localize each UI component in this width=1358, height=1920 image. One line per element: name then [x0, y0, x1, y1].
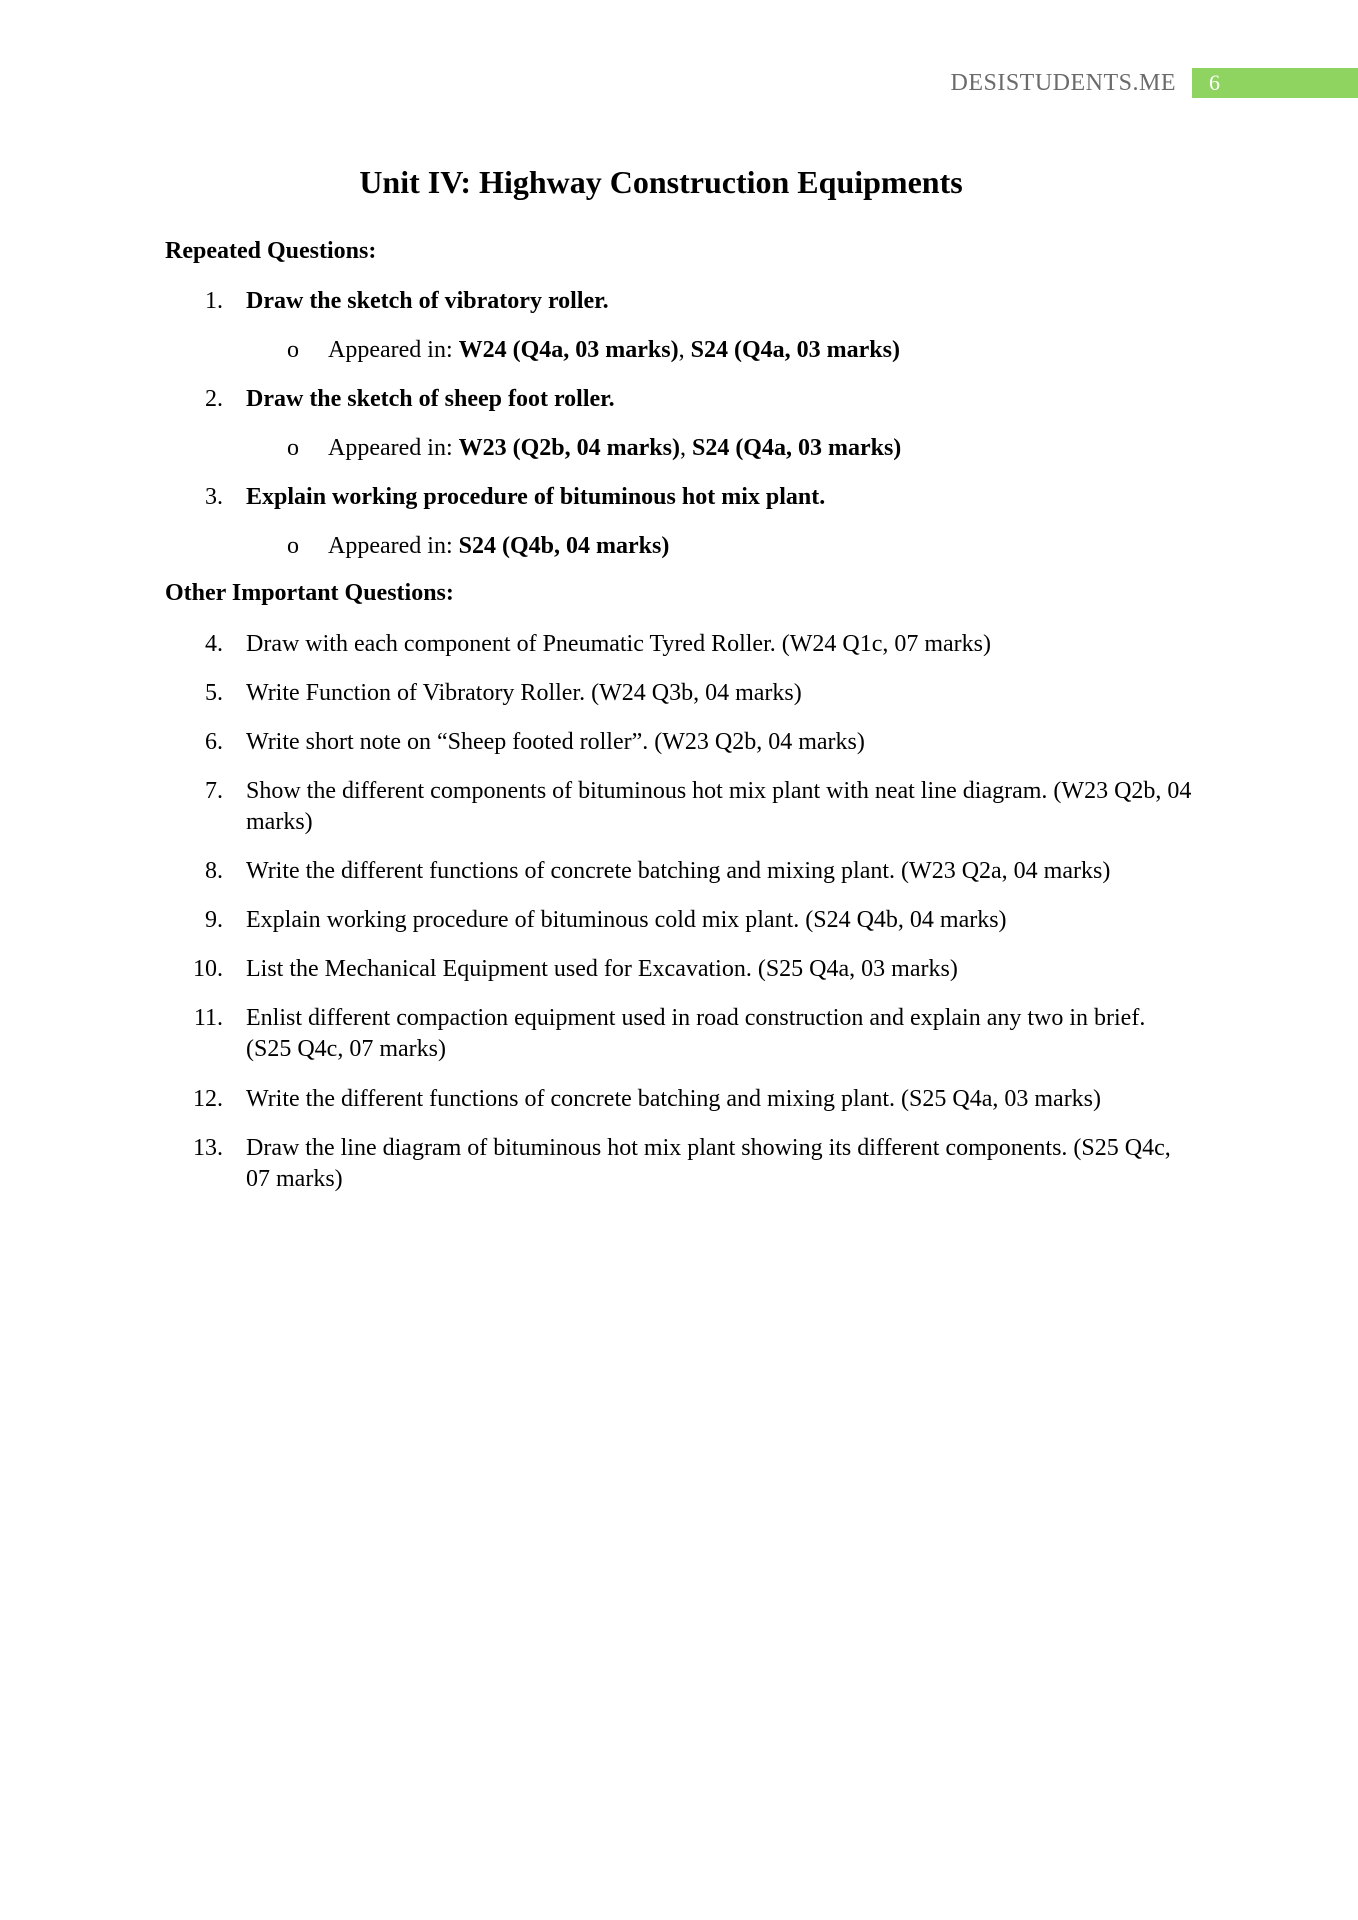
question-text: List the Mechanical Equipment used for Excavation. (S25 Q4a, 03 marks)	[246, 956, 958, 982]
question-text: Write the different functions of concrete batching and mixing plant. (S25 Q4a, 03 marks)	[246, 1086, 1102, 1112]
question-text: Explain working procedure of bituminous cold mix plant. (S24 Q4b, 04 marks)	[246, 907, 1007, 933]
page-title: Unit IV: Highway Construction Equipments	[359, 164, 963, 200]
bullet-icon: o	[287, 337, 299, 363]
header-brand: DESISTUDENTS.ME	[950, 70, 1176, 96]
page-number-box	[1192, 68, 1358, 98]
question-text: Draw the sketch of vibratory roller.	[246, 288, 609, 314]
question-number: 12.	[193, 1086, 223, 1112]
question-text: Show the different components of bituminous hot mix plant with neat line diagram. (W23 Q2b, 04 marks)	[246, 778, 1192, 835]
appeared-separator: ,	[679, 435, 692, 461]
appeared-label: Appeared in:	[328, 337, 459, 363]
appeared-in-text	[328, 531, 669, 562]
question-text: Draw the sketch of sheep foot roller.	[246, 386, 615, 412]
question-number: 5.	[205, 680, 223, 706]
bullet-icon: o	[287, 435, 299, 461]
question-text: Write Function of Vibratory Roller. (W24 Q3b, 04 marks)	[246, 680, 802, 706]
question-text: Write short note on “Sheep footed roller”. (W23 Q2b, 04 marks)	[246, 729, 865, 755]
question-number: 13.	[193, 1135, 223, 1161]
appeared-label: Appeared in:	[328, 533, 459, 559]
appeared-in-text	[328, 335, 900, 366]
question-number: 10.	[193, 956, 223, 982]
question-number: 1.	[205, 288, 223, 314]
appeared-source: W23 (Q2b, 04 marks)	[458, 435, 680, 461]
question-number: 9.	[205, 907, 223, 933]
repeated-questions-heading: Repeated Questions:	[165, 238, 377, 264]
page-number: 6	[1209, 70, 1220, 95]
question-number: 2.	[205, 386, 223, 412]
appeared-source: S24 (Q4a, 03 marks)	[691, 435, 902, 461]
appeared-in-text	[328, 433, 901, 464]
question-number: 6.	[205, 729, 223, 755]
appeared-separator: ,	[678, 337, 691, 363]
appeared-source: S24 (Q4b, 04 marks)	[458, 533, 670, 559]
other-questions-heading: Other Important Questions:	[165, 580, 454, 606]
question-number: 11.	[193, 1005, 223, 1031]
question-text: Draw with each component of Pneumatic Tyred Roller. (W24 Q1c, 07 marks)	[246, 631, 992, 657]
question-number: 3.	[205, 484, 223, 510]
question-number: 4.	[205, 631, 223, 657]
appeared-source: W24 (Q4a, 03 marks)	[458, 337, 679, 363]
question-text: Enlist different compaction equipment used in road construction and explain any two in brief. (S25 Q4c, 07 marks)	[246, 1005, 1146, 1062]
appeared-label: Appeared in:	[328, 435, 459, 461]
appeared-source: S24 (Q4a, 03 marks)	[690, 337, 900, 363]
question-number: 7.	[205, 778, 223, 804]
question-text: Explain working procedure of bituminous hot mix plant.	[246, 484, 826, 510]
question-number: 8.	[205, 858, 223, 884]
question-text: Draw the line diagram of bituminous hot mix plant showing its different components. (S25 Q4c, 07 marks)	[246, 1135, 1171, 1192]
question-text: Write the different functions of concrete batching and mixing plant. (W23 Q2a, 04 marks)	[246, 858, 1111, 884]
bullet-icon: o	[287, 533, 299, 559]
